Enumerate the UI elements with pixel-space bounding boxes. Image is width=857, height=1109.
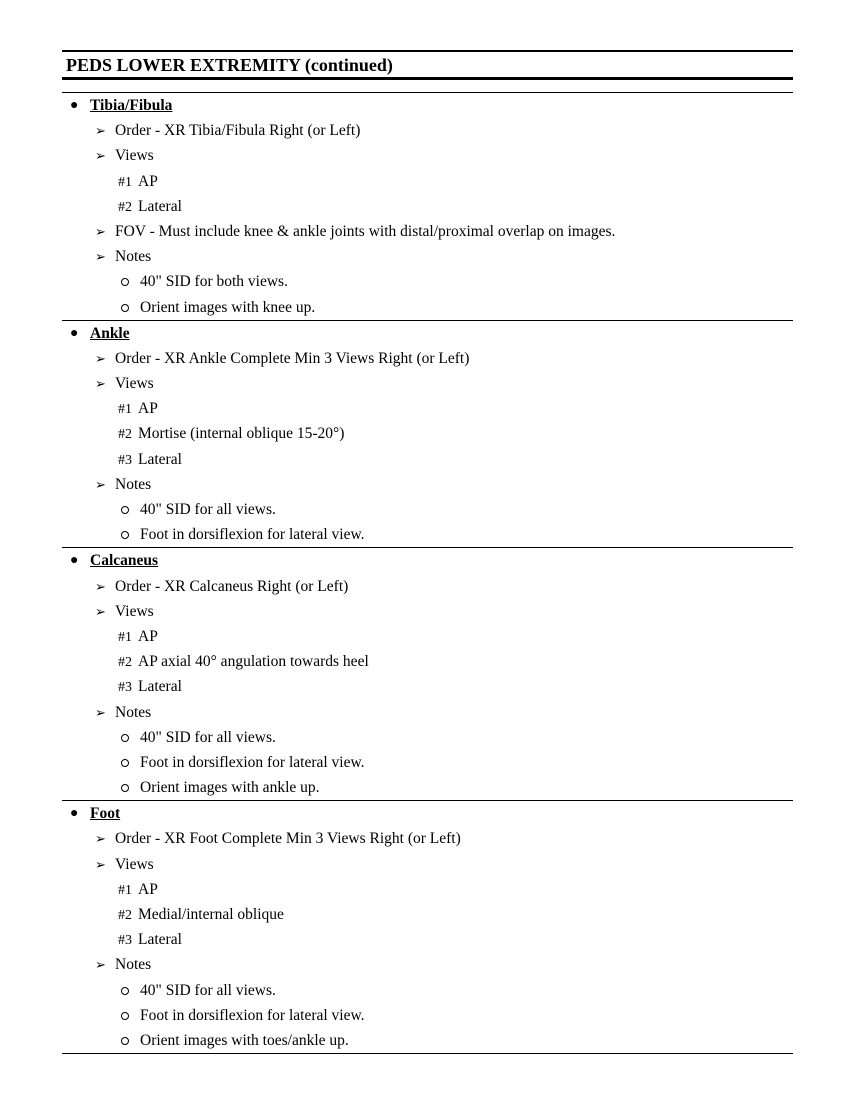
view-number: #2	[118, 199, 132, 215]
circle-bullet-icon	[121, 304, 129, 312]
arrow-bullet-icon: ➢	[95, 249, 106, 265]
view-text: Lateral	[138, 678, 182, 696]
note-text: Orient images with toes/ankle up.	[140, 1031, 349, 1049]
view-number: #3	[118, 680, 132, 696]
view-text: Lateral	[138, 197, 182, 215]
view-item	[62, 421, 793, 446]
order-text: Order - XR Foot Complete Min 3 Views Right (or Left)	[115, 830, 461, 848]
note-item	[62, 725, 793, 750]
order-item	[62, 118, 793, 143]
notes-item	[62, 700, 793, 725]
circle-bullet-icon	[121, 987, 129, 995]
note-item	[62, 750, 793, 775]
note-item	[62, 295, 793, 320]
fov-item	[62, 219, 793, 244]
view-number: #1	[118, 882, 132, 898]
arrow-bullet-icon: ➢	[95, 123, 106, 139]
circle-bullet-icon	[121, 784, 129, 792]
arrow-bullet-icon: ➢	[95, 856, 106, 872]
section-title: Foot	[90, 805, 121, 823]
views-label: Views	[115, 147, 154, 165]
view-number: #1	[118, 174, 132, 190]
note-text: Orient images with knee up.	[140, 298, 316, 316]
view-number: #3	[118, 933, 132, 949]
view-text: AP	[138, 172, 158, 190]
view-item	[62, 927, 793, 952]
views-item	[62, 143, 793, 168]
section-heading	[62, 548, 793, 573]
order-item	[62, 574, 793, 599]
arrow-bullet-icon: ➢	[95, 603, 106, 619]
fov-text: FOV - Must include knee & ankle joints with distal/proximal overlap on images.	[115, 222, 616, 240]
views-item	[62, 599, 793, 624]
view-item	[62, 194, 793, 219]
view-item	[62, 649, 793, 674]
section-title: Tibia/Fibula	[90, 97, 173, 114]
note-item	[62, 497, 793, 522]
section-tibia-fibula	[62, 93, 793, 321]
order-text: Order - XR Ankle Complete Min 3 Views Right (or Left)	[115, 349, 470, 367]
notes-label: Notes	[115, 703, 152, 721]
arrow-bullet-icon: ➢	[95, 831, 106, 847]
view-text: AP	[138, 880, 158, 898]
views-item	[62, 371, 793, 396]
order-item	[62, 826, 793, 851]
note-text: 40" SID for all views.	[140, 501, 276, 518]
section-heading	[62, 93, 793, 118]
view-item	[62, 396, 793, 421]
section-ankle	[62, 321, 793, 549]
bullet-icon: ●	[70, 325, 79, 341]
section-header-bar	[62, 50, 793, 80]
note-item	[62, 978, 793, 1003]
arrow-bullet-icon: ➢	[95, 350, 106, 366]
view-item	[62, 447, 793, 472]
arrow-bullet-icon: ➢	[95, 223, 106, 239]
notes-label: Notes	[115, 956, 152, 974]
sections-list	[62, 93, 793, 1054]
note-text: 40" SID for both views.	[140, 273, 288, 291]
view-number: #1	[118, 402, 132, 418]
note-text: 40" SID for all views.	[140, 981, 276, 999]
view-number: #2	[118, 655, 132, 671]
document-page	[62, 50, 793, 1054]
notes-item	[62, 952, 793, 977]
section-title: Ankle	[90, 324, 130, 342]
bullet-icon: ●	[70, 98, 79, 113]
note-text: Foot in dorsiflexion for lateral view.	[140, 1006, 365, 1024]
notes-item	[62, 244, 793, 269]
views-label: Views	[115, 855, 154, 873]
circle-bullet-icon	[121, 506, 129, 514]
note-item	[62, 1003, 793, 1028]
note-item	[62, 775, 793, 800]
bullet-icon: ●	[70, 806, 79, 822]
arrow-bullet-icon: ➢	[95, 148, 106, 164]
view-number: #3	[118, 452, 132, 468]
order-text: Order - XR Calcaneus Right (or Left)	[115, 577, 349, 595]
arrow-bullet-icon: ➢	[95, 578, 106, 594]
section-heading	[62, 801, 793, 826]
section-foot	[62, 801, 793, 1054]
view-item	[62, 674, 793, 699]
note-text: Foot in dorsiflexion for lateral view.	[140, 526, 365, 544]
circle-bullet-icon	[121, 1037, 129, 1045]
section-heading	[62, 321, 793, 346]
arrow-bullet-icon: ➢	[95, 476, 106, 492]
view-text: Mortise (internal oblique 15-20°)	[138, 425, 345, 443]
view-item	[62, 877, 793, 902]
circle-bullet-icon	[121, 278, 129, 286]
bullet-icon: ●	[70, 553, 79, 569]
views-label: Views	[115, 375, 154, 393]
section-title: Calcaneus	[90, 552, 159, 570]
notes-label: Notes	[115, 248, 152, 266]
views-item	[62, 852, 793, 877]
view-text: AP	[138, 627, 158, 645]
note-item	[62, 522, 793, 547]
view-number: #1	[118, 629, 132, 645]
note-text: Foot in dorsiflexion for lateral view.	[140, 753, 365, 771]
notes-item	[62, 472, 793, 497]
view-text: AP axial 40° angulation towards heel	[138, 653, 369, 671]
note-text: 40" SID for all views.	[140, 728, 276, 746]
arrow-bullet-icon: ➢	[95, 376, 106, 392]
view-number: #2	[118, 908, 132, 923]
order-item	[62, 346, 793, 371]
note-text: Orient images with ankle up.	[140, 779, 320, 797]
section-calcaneus	[62, 548, 793, 801]
order-text: Order - XR Tibia/Fibula Right (or Left)	[115, 122, 361, 140]
view-text: Medial/internal oblique	[138, 906, 284, 923]
circle-bullet-icon	[121, 1012, 129, 1020]
view-text: Lateral	[138, 931, 182, 949]
view-item	[62, 902, 793, 927]
view-text: Lateral	[138, 450, 182, 468]
notes-label: Notes	[115, 475, 152, 493]
view-text: AP	[138, 400, 158, 418]
note-item	[62, 269, 793, 294]
note-item	[62, 1028, 793, 1053]
view-number: #2	[118, 427, 132, 443]
arrow-bullet-icon: ➢	[95, 957, 106, 973]
view-item	[62, 624, 793, 649]
circle-bullet-icon	[121, 531, 129, 539]
circle-bullet-icon	[121, 734, 129, 742]
arrow-bullet-icon: ➢	[95, 704, 106, 720]
view-item	[62, 169, 793, 194]
page-title: PEDS LOWER EXTREMITY (continued)	[66, 55, 393, 75]
views-label: Views	[115, 602, 154, 620]
circle-bullet-icon	[121, 759, 129, 767]
